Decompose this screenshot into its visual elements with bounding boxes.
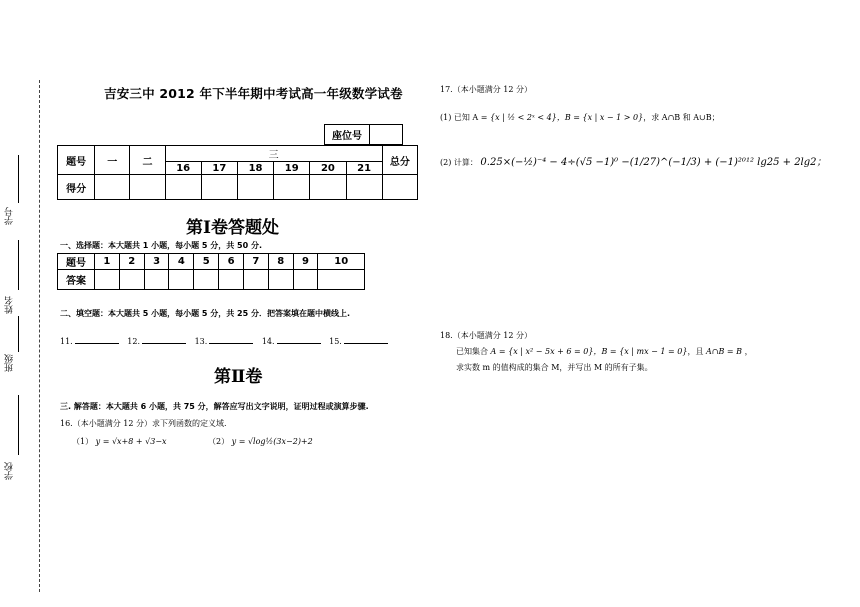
choice-answer-cell[interactable] — [219, 270, 244, 290]
score-col-total: 总分 — [382, 146, 417, 175]
q18-condition-word: ，且 — [687, 347, 704, 356]
score-cell[interactable] — [165, 175, 201, 200]
q18-set-b: ，B = {x | mx − 1 = 0} — [593, 347, 688, 356]
score-cell[interactable] — [201, 175, 237, 200]
score-col-three: 三 — [165, 146, 382, 162]
score-subcol: 21 — [346, 162, 382, 175]
choice-answer-cell[interactable] — [293, 270, 318, 290]
q18-line1-end: ， — [744, 347, 753, 356]
choice-number: 1 — [95, 254, 120, 270]
score-cell[interactable] — [274, 175, 310, 200]
fill-item-label: 13. — [194, 337, 208, 346]
q17-part1-intro: (1) 已知 A = — [440, 113, 488, 122]
choice-number: 5 — [194, 254, 219, 270]
choice-number: 4 — [169, 254, 194, 270]
choice-number: 7 — [243, 254, 268, 270]
class-write-line — [18, 316, 19, 352]
school-label: 学校 — [5, 462, 15, 480]
score-subcol: 17 — [201, 162, 237, 175]
choice-answer-cell[interactable] — [243, 270, 268, 290]
fill-blank[interactable] — [75, 336, 119, 344]
choice-answer-cell[interactable] — [318, 270, 365, 290]
fill-item-label: 11. — [60, 337, 73, 346]
q17-part1-ask: ，求 A∩B 和 A∪B； — [643, 113, 720, 122]
fill-blank[interactable] — [277, 336, 321, 344]
q18-line1 — [456, 346, 753, 357]
q16-part1-expr: y = √x+8 + √3−x — [95, 437, 167, 446]
score-row-score-label: 得分 — [58, 175, 95, 200]
binding-dashed-line — [39, 80, 40, 592]
q17-part2-label: (2) 计算： — [440, 158, 478, 167]
q18-line2: 求实数 m 的值构成的集合 M，并写出 M 的所有子集。 — [456, 363, 653, 372]
fill-heading: 二、填空题：本大题共 5 小题，每小题 5 分，共 25 分．把答案填在题中横线上. — [60, 309, 351, 318]
q17-stem: 17.（本小题满分 12 分） — [440, 85, 532, 94]
student-id-label: 学号 — [5, 207, 15, 225]
choice-answer-cell[interactable] — [119, 270, 144, 290]
choice-answer-table — [57, 253, 365, 290]
id-write-line — [18, 155, 19, 203]
q17-part2-expr: 0.25×(−½)⁻⁴ − 4÷(√5 −1)⁰ −(1/27)^(−1/3) + (−1)²⁰¹² lg25 + 2lg2； — [480, 157, 827, 168]
choice-number: 3 — [144, 254, 169, 270]
q17-set-a: {x | ½ < 2ˣ < 4} — [490, 113, 557, 122]
fill-blank[interactable] — [209, 336, 253, 344]
choice-row-number-label: 题号 — [58, 254, 95, 270]
choice-number: 10 — [318, 254, 365, 270]
score-cell[interactable] — [130, 175, 165, 200]
choice-answer-cell[interactable] — [169, 270, 194, 290]
seat-number-cell[interactable] — [370, 125, 403, 145]
score-table — [57, 145, 418, 200]
choice-answer-cell[interactable] — [144, 270, 169, 290]
q17-part1 — [440, 112, 720, 123]
score-subcol: 19 — [274, 162, 310, 175]
choice-number: 8 — [268, 254, 293, 270]
choice-number: 6 — [219, 254, 244, 270]
exam-title: 吉安三中 2012 年下半年期中考试高一年级数学试卷 — [104, 86, 403, 101]
q16-part1 — [72, 436, 167, 447]
q18-set-a: A = {x | x² − 5x + 6 = 0} — [490, 347, 594, 356]
name-label: 姓名 — [5, 296, 15, 314]
score-cell[interactable] — [382, 175, 417, 200]
q18-stem: 18.（本小题满分 12 分） — [440, 331, 532, 340]
score-subcol: 20 — [310, 162, 346, 175]
q16-part2-label: （2） — [208, 437, 230, 446]
choice-row-answer-label: 答案 — [58, 270, 95, 290]
q18-relation: A∩B = B — [706, 347, 743, 356]
part1-title: 第Ⅰ卷答题处 — [186, 218, 279, 238]
q16-stem: 16.（本小题满分 12 分）求下列函数的定义域. — [60, 419, 227, 428]
score-subcol: 16 — [165, 162, 201, 175]
choice-number: 2 — [119, 254, 144, 270]
name-write-line — [18, 240, 19, 290]
q17-set-b: ，B = {x | x − 1 > 0} — [556, 113, 644, 122]
seat-number-label: 座位号 — [325, 125, 370, 145]
fill-blank-row — [60, 336, 394, 346]
part2-title: 第Ⅱ卷 — [214, 367, 263, 387]
q17-part2 — [440, 153, 827, 168]
fill-blank[interactable] — [142, 336, 186, 344]
q18-intro: 已知集合 — [456, 347, 488, 356]
choice-answer-cell[interactable] — [95, 270, 120, 290]
class-label: 班级 — [5, 354, 15, 372]
fill-item-label: 15. — [329, 337, 342, 346]
school-write-line — [18, 395, 19, 455]
score-cell[interactable] — [346, 175, 382, 200]
fill-blank[interactable] — [344, 336, 388, 344]
q16-part2-expr: y = √log½(3x−2)+2 — [231, 437, 313, 446]
fill-item-label: 12. — [127, 337, 141, 346]
score-cell[interactable] — [95, 175, 130, 200]
score-cell[interactable] — [237, 175, 273, 200]
score-cell[interactable] — [310, 175, 346, 200]
choice-answer-cell[interactable] — [194, 270, 219, 290]
score-subcol: 18 — [237, 162, 273, 175]
choice-number: 9 — [293, 254, 318, 270]
score-col-one: 一 — [95, 146, 130, 175]
score-col-two: 二 — [130, 146, 165, 175]
choice-heading: 一、选择题：本大题共 1 小题，每小题 5 分，共 50 分. — [60, 241, 263, 250]
solve-heading: 三. 解答题：本大题共 6 小题，共 75 分，解答应写出文字说明，证明过程或演算步骤. — [60, 402, 369, 411]
score-row-question-label: 题号 — [58, 146, 95, 175]
q16-part2 — [208, 436, 313, 447]
choice-answer-cell[interactable] — [268, 270, 293, 290]
seat-number-table — [324, 124, 403, 145]
q16-part1-label: （1） — [72, 437, 94, 446]
fill-item-label: 14. — [261, 337, 275, 346]
